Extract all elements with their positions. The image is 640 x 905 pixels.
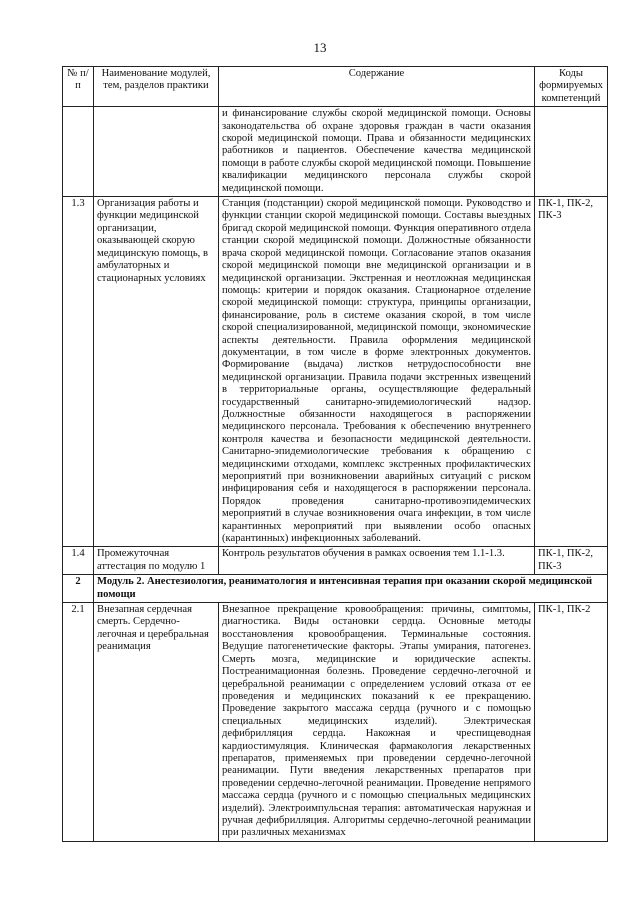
table-row-continuation	[63, 107, 608, 197]
row-2-1-name: Внезапная сердечная смерть. Сердечно-легочная и церебральная реанимация	[94, 603, 219, 842]
row-2-1-competencies: ПК-1, ПК-2	[535, 603, 608, 842]
header-content: Содержание	[219, 67, 535, 107]
row-1-4-num: 1.4	[63, 547, 94, 575]
table-row-2-1	[63, 603, 608, 842]
row-1-4-content: Контроль результатов обучения в рамках освоения тем 1.1-1.3.	[219, 547, 535, 575]
continuation-num-cell	[63, 107, 94, 197]
header-competencies: Коды формируемых компетенций	[535, 67, 608, 107]
row-1-4-name: Промежуточная аттестация по модулю 1	[94, 547, 219, 575]
table-row-1-4	[63, 547, 608, 575]
row-1-3-competencies: ПК-1, ПК-2, ПК-3	[535, 197, 608, 547]
header-num: № п/п	[63, 67, 94, 107]
row-1-3-name: Организация работы и функции медицинской организации, оказывающей скорую медицинскую помощь, в амбулаторных и стационарных условиях	[94, 197, 219, 547]
row-1-3-num: 1.3	[63, 197, 94, 547]
table-row-1-3	[63, 197, 608, 547]
curriculum-table	[62, 66, 608, 842]
table-header-row	[63, 67, 608, 107]
module-2-row	[63, 575, 608, 603]
module-2-num: 2	[63, 575, 94, 603]
row-2-1-num: 2.1	[63, 603, 94, 842]
page-number: 13	[313, 40, 327, 55]
module-2-title: Модуль 2. Анестезиология, реаниматология и интенсивная терапия при оказании скорой медицинской помощи	[94, 575, 608, 603]
row-1-3-content: Станция (подстанции) скорой медицинской помощи. Руководство и функции станции скорой медицинской помощи. Составы выездных бригад скорой медицинской помощи. Функция оперативного отдела станции скорой медицинской помощи. Должностные обязанности врача скорой медицинской помощи. Согласование этапов оказания скорой медицинской помощи вне медицинской организации и в медицинской организации. Экстренная и неотложная медицинская помощь: критерии и порядок оказания. Стационарное отделение скорой медицинской помощи: структура, принципы организации, финансирование, роль в системе оказания скорой, в том числе скорой специализированной, медицинской помощи, экономические аспекты деятельности. Правила оформления медицинской документации, в том числе в форме электронных документов. Формирование (выдача) листков нетрудоспособности вне медицинской организации. Правила подачи экстренных извещений в территориальные органы, осуществляющие федеральный государственный санитарно-эпидемиологический надзор. Должностные обязанности находящегося в распоряжении медицинского персонала. Требования к обеспечению внутреннего контроля качества и безопасности медицинской деятельности. Санитарно-эпидемиологические требования к обращению с медицинскими отходами, комплекс экстренных профилактических мероприятий при возникновении аварийных ситуаций с риском инфицирования себя и находящегося в распоряжении персонала. Порядок проведения санитарно-противоэпидемических мероприятий в случае возникновения очага инфекции, в том числе карантинных мероприятий при выявлении особо опасных (карантинных) инфекционных заболеваний.	[219, 197, 535, 547]
continuation-name-cell	[94, 107, 219, 197]
header-name: Наименование модулей, тем, разделов практики	[94, 67, 219, 107]
row-1-4-competencies: ПК-1, ПК-2, ПК-3	[535, 547, 608, 575]
row-2-1-content: Внезапное прекращение кровообращения: причины, симптомы, диагностика. Виды остановки сердца. Основные методы восстановления кровообращения. Терминальные состояния. Ведущие патогенетические факторы. Этапы умирания, патогенез. Смерть мозга, медицинские и юридические аспекты. Постреанимационная болезнь. Проведение сердечно-легочной и церебральной реанимации с определением условий отказа от ее проведения и медицинских показаний к ее прекращению. Проведение закрытого массажа сердца (ручного и с помощью специальных медицинских изделий). Электрическая дефибрилляция сердца. Накожная и чреспищеводная кардиостимуляция. Клиническая фармакология лекарственных препаратов, применяемых при проведении сердечно-легочной реанимации. Пути введения лекарственных препаратов при проведении сердечно-легочной реанимации. Проведение непрямого массажа сердца (ручного и с помощью специальных медицинских изделий). Электроимпульсная терапия: автоматическая наружная и ручная дефибрилляция. Алгоритмы сердечно-легочной реанимации при различных механизмах	[219, 603, 535, 842]
continuation-competencies-cell	[535, 107, 608, 197]
continuation-content: и финансирование службы скорой медицинской помощи. Основы законодательства об охране здоровья граждан в части оказания скорой медицинской помощи. Права и обязанности медицинских работников и пациентов. Обеспечение качества медицинской помощи в работе службы скорой медицинской помощи. Повышение квалификации медицинского персонала службы скорой медицинской помощи.	[219, 107, 535, 197]
